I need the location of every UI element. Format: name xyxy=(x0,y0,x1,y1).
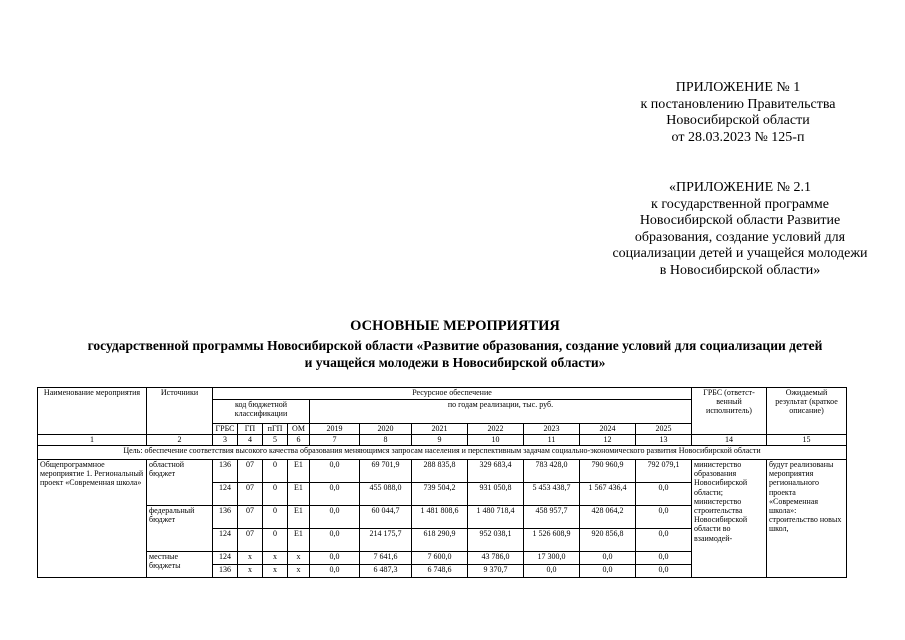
cell-value: 618 290,9 xyxy=(412,529,468,552)
column-number: 1 xyxy=(38,435,147,446)
goal-row: Цель: обеспечение соответствия высокого качества образования меняющимся запросам населения и перспективным задачам социально-экономического развития Новосибирской области xyxy=(38,446,847,460)
cell-code: 0 xyxy=(263,460,288,483)
header-year: 2023 xyxy=(524,424,580,435)
header-year: 2024 xyxy=(580,424,636,435)
header-resources: Ресурсное обеспечение xyxy=(213,388,692,400)
cell-value: 9 370,7 xyxy=(468,565,524,578)
cell-value: 920 856,8 xyxy=(580,529,636,552)
cell-value: 0,0 xyxy=(636,552,692,565)
header-code-om: ОМ xyxy=(288,424,310,435)
cell-value: 428 064,2 xyxy=(580,506,636,529)
cell-value: 0,0 xyxy=(580,565,636,578)
appendix-2-line: образования, создание условий для xyxy=(634,229,846,245)
appendix-2-block xyxy=(590,180,890,280)
cell-value: 0,0 xyxy=(310,552,360,565)
cell-value: 0,0 xyxy=(310,506,360,529)
cell-code: x xyxy=(288,552,310,565)
cell-code: 0 xyxy=(263,506,288,529)
cell-code: 07 xyxy=(238,529,263,552)
cell-value: 0,0 xyxy=(310,565,360,578)
cell-code: E1 xyxy=(288,460,310,483)
cell-value: 329 683,4 xyxy=(468,460,524,483)
cell-code: 136 xyxy=(213,565,238,578)
cell-value: 1 481 808,6 xyxy=(412,506,468,529)
column-number: 5 xyxy=(263,435,288,446)
cell-value: 0,0 xyxy=(636,565,692,578)
appendix-2-line: «ПРИЛОЖЕНИЕ № 2.1 xyxy=(669,180,811,195)
cell-code: 0 xyxy=(263,483,288,506)
cell-value: 792 079,1 xyxy=(636,460,692,483)
appendix-2-line: социализации детей и учащейся молодежи xyxy=(612,246,868,262)
subtitle-line-1: государственной программы Новосибирской области «Развитие образования, создание условий для социализации детей xyxy=(87,338,823,353)
responsible-executor: министерство образования Новосибирской области; министерство строительства Новосибирской области во взаимодей- xyxy=(692,460,767,578)
header-code-gp: ГП xyxy=(238,424,263,435)
column-number: 10 xyxy=(468,435,524,446)
header-budget-code: код бюджетной классификации xyxy=(213,400,310,424)
appendix-1-line: от 28.03.2023 № 125-п xyxy=(671,129,805,145)
column-number: 6 xyxy=(288,435,310,446)
document-title: ОСНОВНЫЕ МЕРОПРИЯТИЯ xyxy=(350,318,560,334)
cell-value: 0,0 xyxy=(580,552,636,565)
cell-value: 6 748,6 xyxy=(412,565,468,578)
cell-code: 07 xyxy=(238,460,263,483)
header-code-pgp: пГП xyxy=(263,424,288,435)
cell-code: 124 xyxy=(213,552,238,565)
cell-value: 7 641,6 xyxy=(360,552,412,565)
source-federal: федеральный бюджет xyxy=(147,506,213,552)
header-year: 2020 xyxy=(360,424,412,435)
appendix-1-line: Новосибирской области xyxy=(666,113,810,129)
cell-code: 136 xyxy=(213,506,238,529)
cell-code: 0 xyxy=(263,529,288,552)
cell-value: 931 050,8 xyxy=(468,483,524,506)
cell-code: x xyxy=(263,552,288,565)
cell-value: 0,0 xyxy=(636,483,692,506)
expected-result: будут реализованы мероприятия регионального проекта «Современная школа»: строительство новых школ, xyxy=(767,460,847,578)
header-code-grbs: ГРБС xyxy=(213,424,238,435)
cell-value: 17 300,0 xyxy=(524,552,580,565)
subtitle-line-2: и учащейся молодежи в Новосибирской области» xyxy=(304,355,606,370)
cell-value: 739 504,2 xyxy=(412,483,468,506)
appendix-2-line: к государственной программе xyxy=(651,196,829,212)
cell-code: E1 xyxy=(288,506,310,529)
cell-value: 1 526 608,9 xyxy=(524,529,580,552)
column-number: 9 xyxy=(412,435,468,446)
cell-code: x xyxy=(263,565,288,578)
column-number: 12 xyxy=(580,435,636,446)
header-by-years: по годам реализации, тыс. руб. xyxy=(310,400,692,424)
header-expected-result: Ожидаемый результат (краткое описание) xyxy=(767,388,847,435)
cell-code: E1 xyxy=(288,483,310,506)
cell-value: 783 428,0 xyxy=(524,460,580,483)
cell-code: 136 xyxy=(213,460,238,483)
column-numbers-row xyxy=(38,435,847,446)
cell-value: 1 480 718,4 xyxy=(468,506,524,529)
cell-value: 0,0 xyxy=(524,565,580,578)
table-row xyxy=(38,460,847,483)
header-sources: Источники xyxy=(147,388,213,435)
column-number: 14 xyxy=(692,435,767,446)
cell-value: 5 453 438,7 xyxy=(524,483,580,506)
header-year: 2021 xyxy=(412,424,468,435)
activities-table xyxy=(37,387,847,578)
column-number: 13 xyxy=(636,435,692,446)
cell-code: 07 xyxy=(238,483,263,506)
column-number: 15 xyxy=(767,435,847,446)
header-year: 2019 xyxy=(310,424,360,435)
cell-value: 214 175,7 xyxy=(360,529,412,552)
cell-value: 790 960,9 xyxy=(580,460,636,483)
cell-value: 60 044,7 xyxy=(360,506,412,529)
header-grbs: ГРБС (ответст-венный исполнитель) xyxy=(692,388,767,435)
cell-value: 0,0 xyxy=(310,483,360,506)
cell-value: 0,0 xyxy=(636,529,692,552)
cell-value: 455 088,0 xyxy=(360,483,412,506)
column-number: 8 xyxy=(360,435,412,446)
cell-code: 07 xyxy=(238,506,263,529)
source-regional: областной бюджет xyxy=(147,460,213,506)
appendix-2-line: в Новосибирской области» xyxy=(659,262,821,278)
cell-code: x xyxy=(238,552,263,565)
cell-value: 7 600,0 xyxy=(412,552,468,565)
cell-code: x xyxy=(288,565,310,578)
cell-value: 6 487,3 xyxy=(360,565,412,578)
column-number: 11 xyxy=(524,435,580,446)
cell-code: 124 xyxy=(213,529,238,552)
appendix-1-line: к постановлению Правительства xyxy=(640,96,836,112)
cell-value: 69 701,9 xyxy=(360,460,412,483)
cell-code: x xyxy=(238,565,263,578)
header-name: Наименование мероприятия xyxy=(38,388,147,435)
header-year: 2025 xyxy=(636,424,692,435)
column-number: 2 xyxy=(147,435,213,446)
cell-code: 124 xyxy=(213,483,238,506)
cell-value: 952 038,1 xyxy=(468,529,524,552)
appendix-1-block xyxy=(608,80,868,146)
cell-value: 1 567 436,4 xyxy=(580,483,636,506)
document-subtitle xyxy=(40,337,870,371)
cell-value: 288 835,8 xyxy=(412,460,468,483)
column-number: 4 xyxy=(238,435,263,446)
header-year: 2022 xyxy=(468,424,524,435)
source-local: местные бюджеты xyxy=(147,552,213,578)
cell-value: 43 786,0 xyxy=(468,552,524,565)
activity-name: Общепрограммное мероприятие 1. Региональный проект «Современная школа» xyxy=(38,460,147,578)
cell-value: 0,0 xyxy=(310,529,360,552)
cell-code: E1 xyxy=(288,529,310,552)
cell-value: 458 957,7 xyxy=(524,506,580,529)
appendix-2-line: Новосибирской области Развитие xyxy=(639,213,841,229)
cell-value: 0,0 xyxy=(636,506,692,529)
cell-value: 0,0 xyxy=(310,460,360,483)
column-number: 7 xyxy=(310,435,360,446)
column-number: 3 xyxy=(213,435,238,446)
appendix-1-line: ПРИЛОЖЕНИЕ № 1 xyxy=(675,80,801,95)
